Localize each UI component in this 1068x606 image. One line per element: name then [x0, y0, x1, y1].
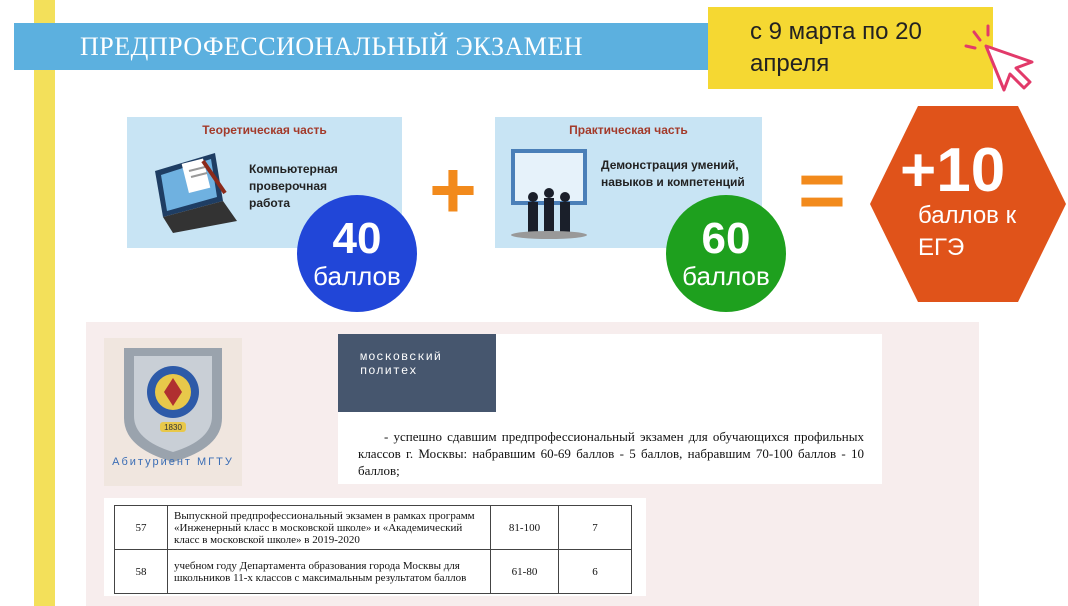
row-points: 7 — [559, 506, 632, 550]
score-table-document — [104, 498, 646, 596]
theory-score-unit: баллов — [313, 260, 401, 291]
title-banner — [14, 23, 736, 70]
row-number: 57 — [115, 506, 168, 550]
practice-score-circle — [666, 195, 786, 312]
theory-title: Теоретическая часть — [202, 123, 327, 137]
result-unit: баллов к ЕГЭ — [918, 202, 1017, 261]
date-text: с 9 марта по 20 апреля — [750, 18, 922, 77]
row-number: 58 — [115, 550, 168, 594]
page-title: ПРЕДПРОФЕССИОНАЛЬНЫЙ ЭКЗАМЕН — [80, 31, 584, 61]
polytech-text: - успешно сдавшим предпрофессиональный экзамен для обучающихся профильных классов г. Москвы: набравшим 60-69 баллов - 5 баллов, набравшим 70-100 баллов - 10 баллов; — [358, 429, 864, 478]
result-value: +10 — [900, 136, 1006, 205]
row-range: 61-80 — [491, 550, 559, 594]
row-range: 81-100 — [491, 506, 559, 550]
practice-score-unit: баллов — [682, 260, 770, 291]
practice-score: 60 — [701, 213, 751, 263]
score-table — [114, 505, 632, 594]
date-badge — [708, 7, 993, 89]
row-description: Выпускной предпрофессиональный экзамен в рамках программ «Инженерный класс в московской школе» и «Академический класс в московской школе» в 2019-2020 — [168, 506, 491, 550]
theory-description: Компьютерная проверочная работа — [249, 162, 338, 210]
row-description: учебном году Департамента образования города Москвы для школьников 11-х классов с максимальным результатом баллов — [168, 550, 491, 594]
mgtu-caption: Абитуриент МГТУ — [112, 456, 234, 468]
row-points: 6 — [559, 550, 632, 594]
seal-year: 1830 — [164, 423, 182, 432]
equals-sign: = — [798, 145, 846, 236]
plus-sign: + — [429, 145, 477, 236]
table-row — [115, 550, 632, 594]
table-row — [115, 506, 632, 550]
practice-title: Практическая часть — [569, 123, 688, 137]
cursor-click-icon — [960, 22, 1038, 98]
theory-score: 40 — [332, 213, 382, 263]
polytech-logo — [338, 334, 496, 412]
presentation-screen-icon — [509, 147, 589, 239]
laptop-icon — [145, 141, 237, 233]
theory-score-circle — [297, 195, 417, 312]
polytech-logo-text: московский политех — [360, 350, 443, 378]
left-stripe — [34, 0, 55, 606]
practice-description: Демонстрация умений, навыков и компетенций — [601, 158, 745, 189]
